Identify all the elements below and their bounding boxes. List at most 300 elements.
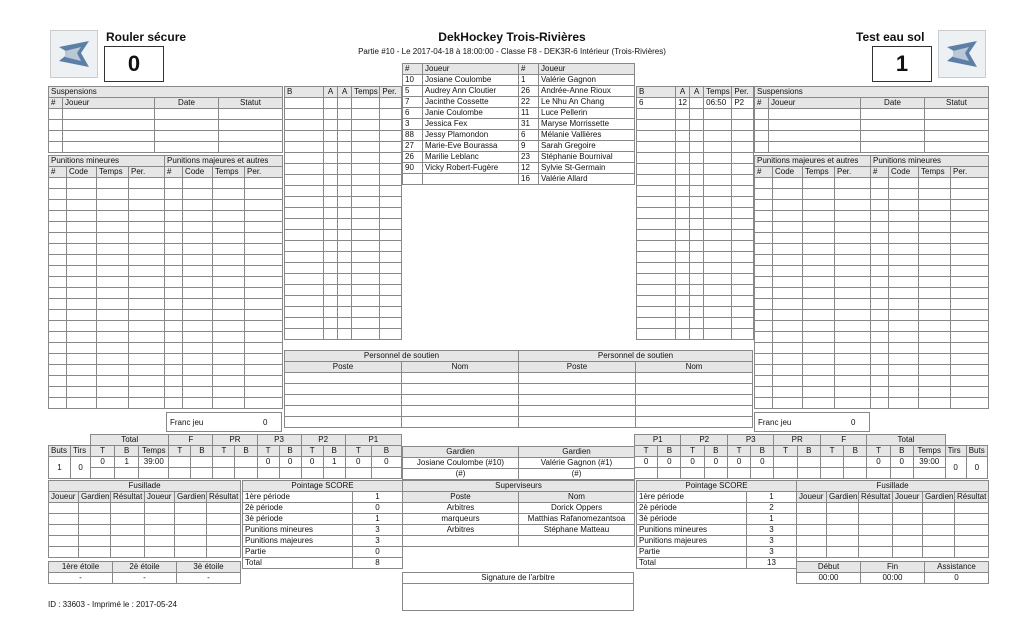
table-cell <box>704 274 732 285</box>
table-cell <box>338 230 352 241</box>
major-penalties-header: Punitions majeures et autres <box>165 156 283 167</box>
table-cell <box>213 343 245 354</box>
col-player: Joueur <box>145 492 175 503</box>
table-cell <box>773 310 803 321</box>
table-cell <box>859 503 893 514</box>
col-goalie: Gardien <box>519 447 635 458</box>
home-total-t: 0 <box>91 457 115 468</box>
goal-assist-1: 12 <box>676 98 690 109</box>
table-cell <box>835 255 871 266</box>
table-cell <box>67 398 97 409</box>
table-cell <box>97 255 129 266</box>
table-cell <box>380 285 402 296</box>
table-cell <box>889 200 919 211</box>
points-label: Punitions majeures <box>243 536 353 547</box>
table-cell <box>637 120 676 131</box>
points-value: 0 <box>353 503 403 514</box>
table-cell <box>213 277 245 288</box>
stats-cell <box>235 457 257 468</box>
table-cell <box>919 332 951 343</box>
table-cell <box>213 387 245 398</box>
penalty-row <box>755 376 989 387</box>
table-cell <box>97 332 129 343</box>
home-player-number: 6 <box>403 108 423 119</box>
table-cell <box>380 142 402 153</box>
stats-cell <box>91 468 115 479</box>
table-cell <box>63 109 155 120</box>
col-time: Temps <box>919 167 951 178</box>
table-cell <box>919 200 951 211</box>
table-cell <box>49 211 67 222</box>
table-cell <box>183 288 213 299</box>
table-cell <box>402 373 519 384</box>
penalty-row <box>49 189 283 200</box>
home-player-number: 10 <box>403 75 423 86</box>
table-cell <box>637 296 676 307</box>
suspension-row <box>755 131 989 142</box>
table-cell <box>338 241 352 252</box>
goalies-table <box>402 446 635 480</box>
penalty-row <box>49 376 283 387</box>
table-cell <box>637 153 676 164</box>
penalty-row <box>49 299 283 310</box>
penalty-row <box>755 200 989 211</box>
penalty-row <box>755 387 989 398</box>
table-cell <box>859 536 893 547</box>
table-cell <box>889 376 919 387</box>
stats-cell <box>820 468 843 479</box>
table-cell <box>919 387 951 398</box>
table-cell <box>871 277 889 288</box>
table-cell <box>690 109 704 120</box>
stats-cell <box>727 468 750 479</box>
table-cell <box>207 525 241 536</box>
penalty-row <box>755 343 989 354</box>
penalty-row <box>49 244 283 255</box>
col-num: # <box>755 167 773 178</box>
points-row <box>243 514 403 525</box>
col-date: Date <box>155 98 219 109</box>
table-cell <box>213 376 245 387</box>
col-star-3: 3è étoile <box>177 562 241 573</box>
col-num: # <box>165 167 183 178</box>
table-cell <box>835 387 871 398</box>
table-cell <box>129 277 165 288</box>
stats-p2-header: P2 <box>681 435 727 446</box>
points-label: 2è période <box>243 503 353 514</box>
table-cell <box>352 219 380 230</box>
goal-row <box>285 109 402 120</box>
table-cell <box>338 329 352 340</box>
table-cell <box>773 288 803 299</box>
away-player-name: Valérie Allard <box>539 174 635 185</box>
table-cell <box>183 233 213 244</box>
table-cell <box>637 131 676 142</box>
table-cell <box>129 299 165 310</box>
goal-time: 06:50 <box>704 98 732 109</box>
table-cell <box>803 178 835 189</box>
table-cell <box>835 321 871 332</box>
home-fair-play <box>166 412 282 432</box>
table-cell <box>797 525 827 536</box>
table-cell <box>676 252 690 263</box>
away-goalie: Valérie Gagnon (#1) <box>519 458 635 469</box>
table-cell <box>861 142 925 153</box>
table-cell <box>219 142 283 153</box>
col-role: Poste <box>403 492 519 503</box>
star-3-value: - <box>177 573 241 584</box>
table-cell <box>97 277 129 288</box>
penalty-row <box>755 398 989 409</box>
stats-cell <box>704 468 727 479</box>
start-time: 00:00 <box>797 573 861 584</box>
table-cell <box>803 233 835 244</box>
table-cell <box>324 241 338 252</box>
table-cell <box>352 164 380 175</box>
table-cell <box>773 277 803 288</box>
table-cell <box>773 332 803 343</box>
table-cell <box>49 131 63 142</box>
table-cell <box>690 285 704 296</box>
table-cell <box>97 288 129 299</box>
table-cell <box>129 354 165 365</box>
table-cell <box>704 241 732 252</box>
table-cell <box>951 211 989 222</box>
table-cell <box>165 398 183 409</box>
points-label: 3è période <box>637 514 747 525</box>
table-cell <box>97 200 129 211</box>
goal-row <box>637 142 754 153</box>
home-goals-table <box>284 86 402 340</box>
shootout-header: Fusillade <box>797 481 989 492</box>
away-shots-value: 0 <box>945 457 966 479</box>
table-cell <box>637 164 676 175</box>
table-cell <box>129 189 165 200</box>
points-header: Pointage SCORE <box>637 481 797 492</box>
table-cell <box>324 120 338 131</box>
table-cell <box>183 354 213 365</box>
staff-row <box>285 417 519 428</box>
table-cell <box>352 285 380 296</box>
table-cell <box>871 321 889 332</box>
table-cell <box>67 365 97 376</box>
col-goalie: Gardien <box>827 492 859 503</box>
points-value: 1 <box>353 514 403 525</box>
table-cell <box>803 222 835 233</box>
table-cell <box>732 329 754 340</box>
stats-f-header: F <box>169 435 213 446</box>
table-cell <box>165 321 183 332</box>
table-cell <box>183 310 213 321</box>
table-cell <box>690 131 704 142</box>
table-cell <box>704 318 732 329</box>
table-cell <box>63 120 155 131</box>
table-cell <box>732 186 754 197</box>
away-player-name: Stéphanie Bournival <box>539 152 635 163</box>
table-cell <box>380 98 402 109</box>
table-cell <box>955 514 989 525</box>
table-cell <box>213 332 245 343</box>
table-cell <box>49 536 79 547</box>
table-cell <box>97 387 129 398</box>
penalty-row <box>49 178 283 189</box>
away-goalie-num: (#) <box>519 469 635 480</box>
away-p2-t: 0 <box>681 457 704 468</box>
table-cell <box>213 200 245 211</box>
table-cell <box>165 343 183 354</box>
table-cell <box>859 514 893 525</box>
table-cell <box>145 525 175 536</box>
away-p3-t: 0 <box>727 457 750 468</box>
table-cell <box>676 296 690 307</box>
penalty-row <box>49 321 283 332</box>
table-cell <box>925 120 989 131</box>
table-cell <box>175 536 207 547</box>
staff-row <box>285 384 519 395</box>
table-cell <box>49 109 63 120</box>
table-cell <box>773 233 803 244</box>
table-cell <box>755 142 769 153</box>
table-cell <box>213 321 245 332</box>
table-cell <box>324 285 338 296</box>
end-time: 00:00 <box>861 573 925 584</box>
points-value: 3 <box>353 525 403 536</box>
table-cell <box>67 266 97 277</box>
goal-a-header: A <box>338 87 352 98</box>
table-cell <box>889 354 919 365</box>
col-player: Joueur <box>63 98 155 109</box>
table-cell <box>285 164 324 175</box>
shootout-row <box>49 503 241 514</box>
table-cell <box>213 310 245 321</box>
table-cell <box>951 233 989 244</box>
col-per: Per. <box>129 167 165 178</box>
table-cell <box>704 230 732 241</box>
table-cell <box>213 189 245 200</box>
table-cell <box>352 263 380 274</box>
table-cell <box>324 208 338 219</box>
home-penalties-table <box>48 155 283 409</box>
home-player-name: Vicky Robert-Fugère <box>423 163 519 174</box>
table-cell <box>165 299 183 310</box>
stats-cell <box>169 468 191 479</box>
table-cell <box>338 296 352 307</box>
stats-cell <box>890 468 913 479</box>
table-cell <box>769 142 861 153</box>
table-cell <box>338 153 352 164</box>
table-cell <box>690 296 704 307</box>
table-cell <box>803 299 835 310</box>
signature-box[interactable] <box>403 584 634 611</box>
table-cell <box>835 310 871 321</box>
roster-row <box>403 86 635 97</box>
table-cell <box>380 131 402 142</box>
table-cell <box>690 307 704 318</box>
suspension-row <box>49 142 283 153</box>
table-cell <box>835 178 871 189</box>
table-cell <box>773 211 803 222</box>
penalty-row <box>755 233 989 244</box>
table-cell <box>773 189 803 200</box>
table-cell <box>245 211 283 222</box>
table-cell <box>183 222 213 233</box>
roster-row <box>403 141 635 152</box>
penalty-row <box>49 266 283 277</box>
table-cell <box>183 277 213 288</box>
col-t: T <box>213 446 235 457</box>
table-cell <box>67 222 97 233</box>
table-cell <box>803 189 835 200</box>
table-cell <box>951 288 989 299</box>
table-cell <box>324 153 338 164</box>
table-cell <box>835 288 871 299</box>
table-cell <box>129 365 165 376</box>
table-cell <box>676 208 690 219</box>
table-cell <box>165 189 183 200</box>
supervisor-name: Stéphane Matteau <box>519 525 635 536</box>
table-cell <box>67 332 97 343</box>
table-cell <box>338 263 352 274</box>
away-player-name: Andrée-Anne Rioux <box>539 86 635 97</box>
table-cell <box>285 109 324 120</box>
table-cell <box>769 131 861 142</box>
table-cell <box>352 142 380 153</box>
points-row <box>243 525 403 536</box>
table-cell <box>871 244 889 255</box>
table-cell <box>245 222 283 233</box>
points-row <box>637 503 797 514</box>
col-name: Nom <box>519 492 635 503</box>
table-cell <box>49 398 67 409</box>
table-cell <box>889 321 919 332</box>
table-cell <box>285 296 324 307</box>
table-cell <box>219 120 283 131</box>
table-cell <box>871 266 889 277</box>
table-cell <box>773 244 803 255</box>
goal-row <box>285 274 402 285</box>
col-b: B <box>323 446 345 457</box>
points-value: 0 <box>353 547 403 558</box>
table-cell <box>175 547 207 558</box>
table-cell <box>797 536 827 547</box>
stats-cell <box>658 468 681 479</box>
table-cell <box>97 266 129 277</box>
table-cell <box>889 299 919 310</box>
goal-a-header: A <box>676 87 690 98</box>
table-cell <box>111 525 145 536</box>
table-cell <box>637 241 676 252</box>
table-cell <box>67 233 97 244</box>
table-cell <box>183 387 213 398</box>
stats-cell <box>279 468 301 479</box>
col-shots: Tirs <box>945 446 966 457</box>
major-penalties-header: Punitions majeures et autres <box>755 156 871 167</box>
table-cell <box>79 547 111 558</box>
table-cell <box>835 200 871 211</box>
table-cell <box>889 233 919 244</box>
table-cell <box>403 536 519 547</box>
fair-play-label: Franc jeu <box>758 418 792 427</box>
table-cell <box>213 398 245 409</box>
penalty-row <box>49 200 283 211</box>
table-cell <box>338 307 352 318</box>
table-cell <box>704 109 732 120</box>
stats-cell <box>115 468 139 479</box>
away-goals-table <box>636 86 754 340</box>
table-cell <box>773 178 803 189</box>
home-p2-t: 0 <box>301 457 323 468</box>
table-cell <box>129 321 165 332</box>
table-cell <box>245 200 283 211</box>
col-result: Résultat <box>859 492 893 503</box>
col-time: Temps <box>913 446 945 457</box>
goal-row <box>285 307 402 318</box>
col-star-1: 1ère étoile <box>49 562 113 573</box>
goal-a-header: A <box>690 87 704 98</box>
stats-cell <box>797 457 820 468</box>
table-cell <box>129 211 165 222</box>
points-label: 1ère période <box>243 492 353 503</box>
penalty-row <box>49 365 283 376</box>
table-cell <box>803 376 835 387</box>
table-cell <box>213 266 245 277</box>
stats-blank <box>49 435 91 446</box>
roster-row <box>403 174 635 185</box>
table-cell <box>207 547 241 558</box>
table-cell <box>245 343 283 354</box>
stats-cell <box>323 468 345 479</box>
table-cell <box>67 277 97 288</box>
table-cell <box>67 255 97 266</box>
shootout-row <box>797 503 989 514</box>
penalty-row <box>49 354 283 365</box>
col-name: Nom <box>636 362 753 373</box>
table-cell <box>755 244 773 255</box>
table-cell <box>245 189 283 200</box>
minor-penalties-header: Punitions mineures <box>49 156 165 167</box>
table-cell <box>773 387 803 398</box>
points-row <box>637 492 797 503</box>
col-t: T <box>345 446 371 457</box>
home-stats-table <box>48 434 402 479</box>
table-cell <box>871 398 889 409</box>
table-cell <box>380 120 402 131</box>
table-cell <box>380 197 402 208</box>
supervisor-name: Matthias Rafanomezantsoa <box>519 514 635 525</box>
table-cell <box>402 406 519 417</box>
table-cell <box>893 525 923 536</box>
goal-scorer: 6 <box>637 98 676 109</box>
table-cell <box>773 222 803 233</box>
table-cell <box>755 200 773 211</box>
points-label: 1ère période <box>637 492 747 503</box>
table-cell <box>129 200 165 211</box>
supervisor-role: marqueurs <box>403 514 519 525</box>
table-cell <box>380 109 402 120</box>
away-player-number: 6 <box>519 130 539 141</box>
penalty-row <box>49 222 283 233</box>
table-cell <box>285 417 402 428</box>
table-cell <box>755 321 773 332</box>
suspension-row <box>755 109 989 120</box>
away-player-name: Sylvie St-Germain <box>539 163 635 174</box>
staff-row <box>519 395 753 406</box>
table-cell <box>773 398 803 409</box>
penalty-row <box>49 398 283 409</box>
table-cell <box>285 241 324 252</box>
table-cell <box>871 255 889 266</box>
shootout-header: Fusillade <box>49 481 241 492</box>
